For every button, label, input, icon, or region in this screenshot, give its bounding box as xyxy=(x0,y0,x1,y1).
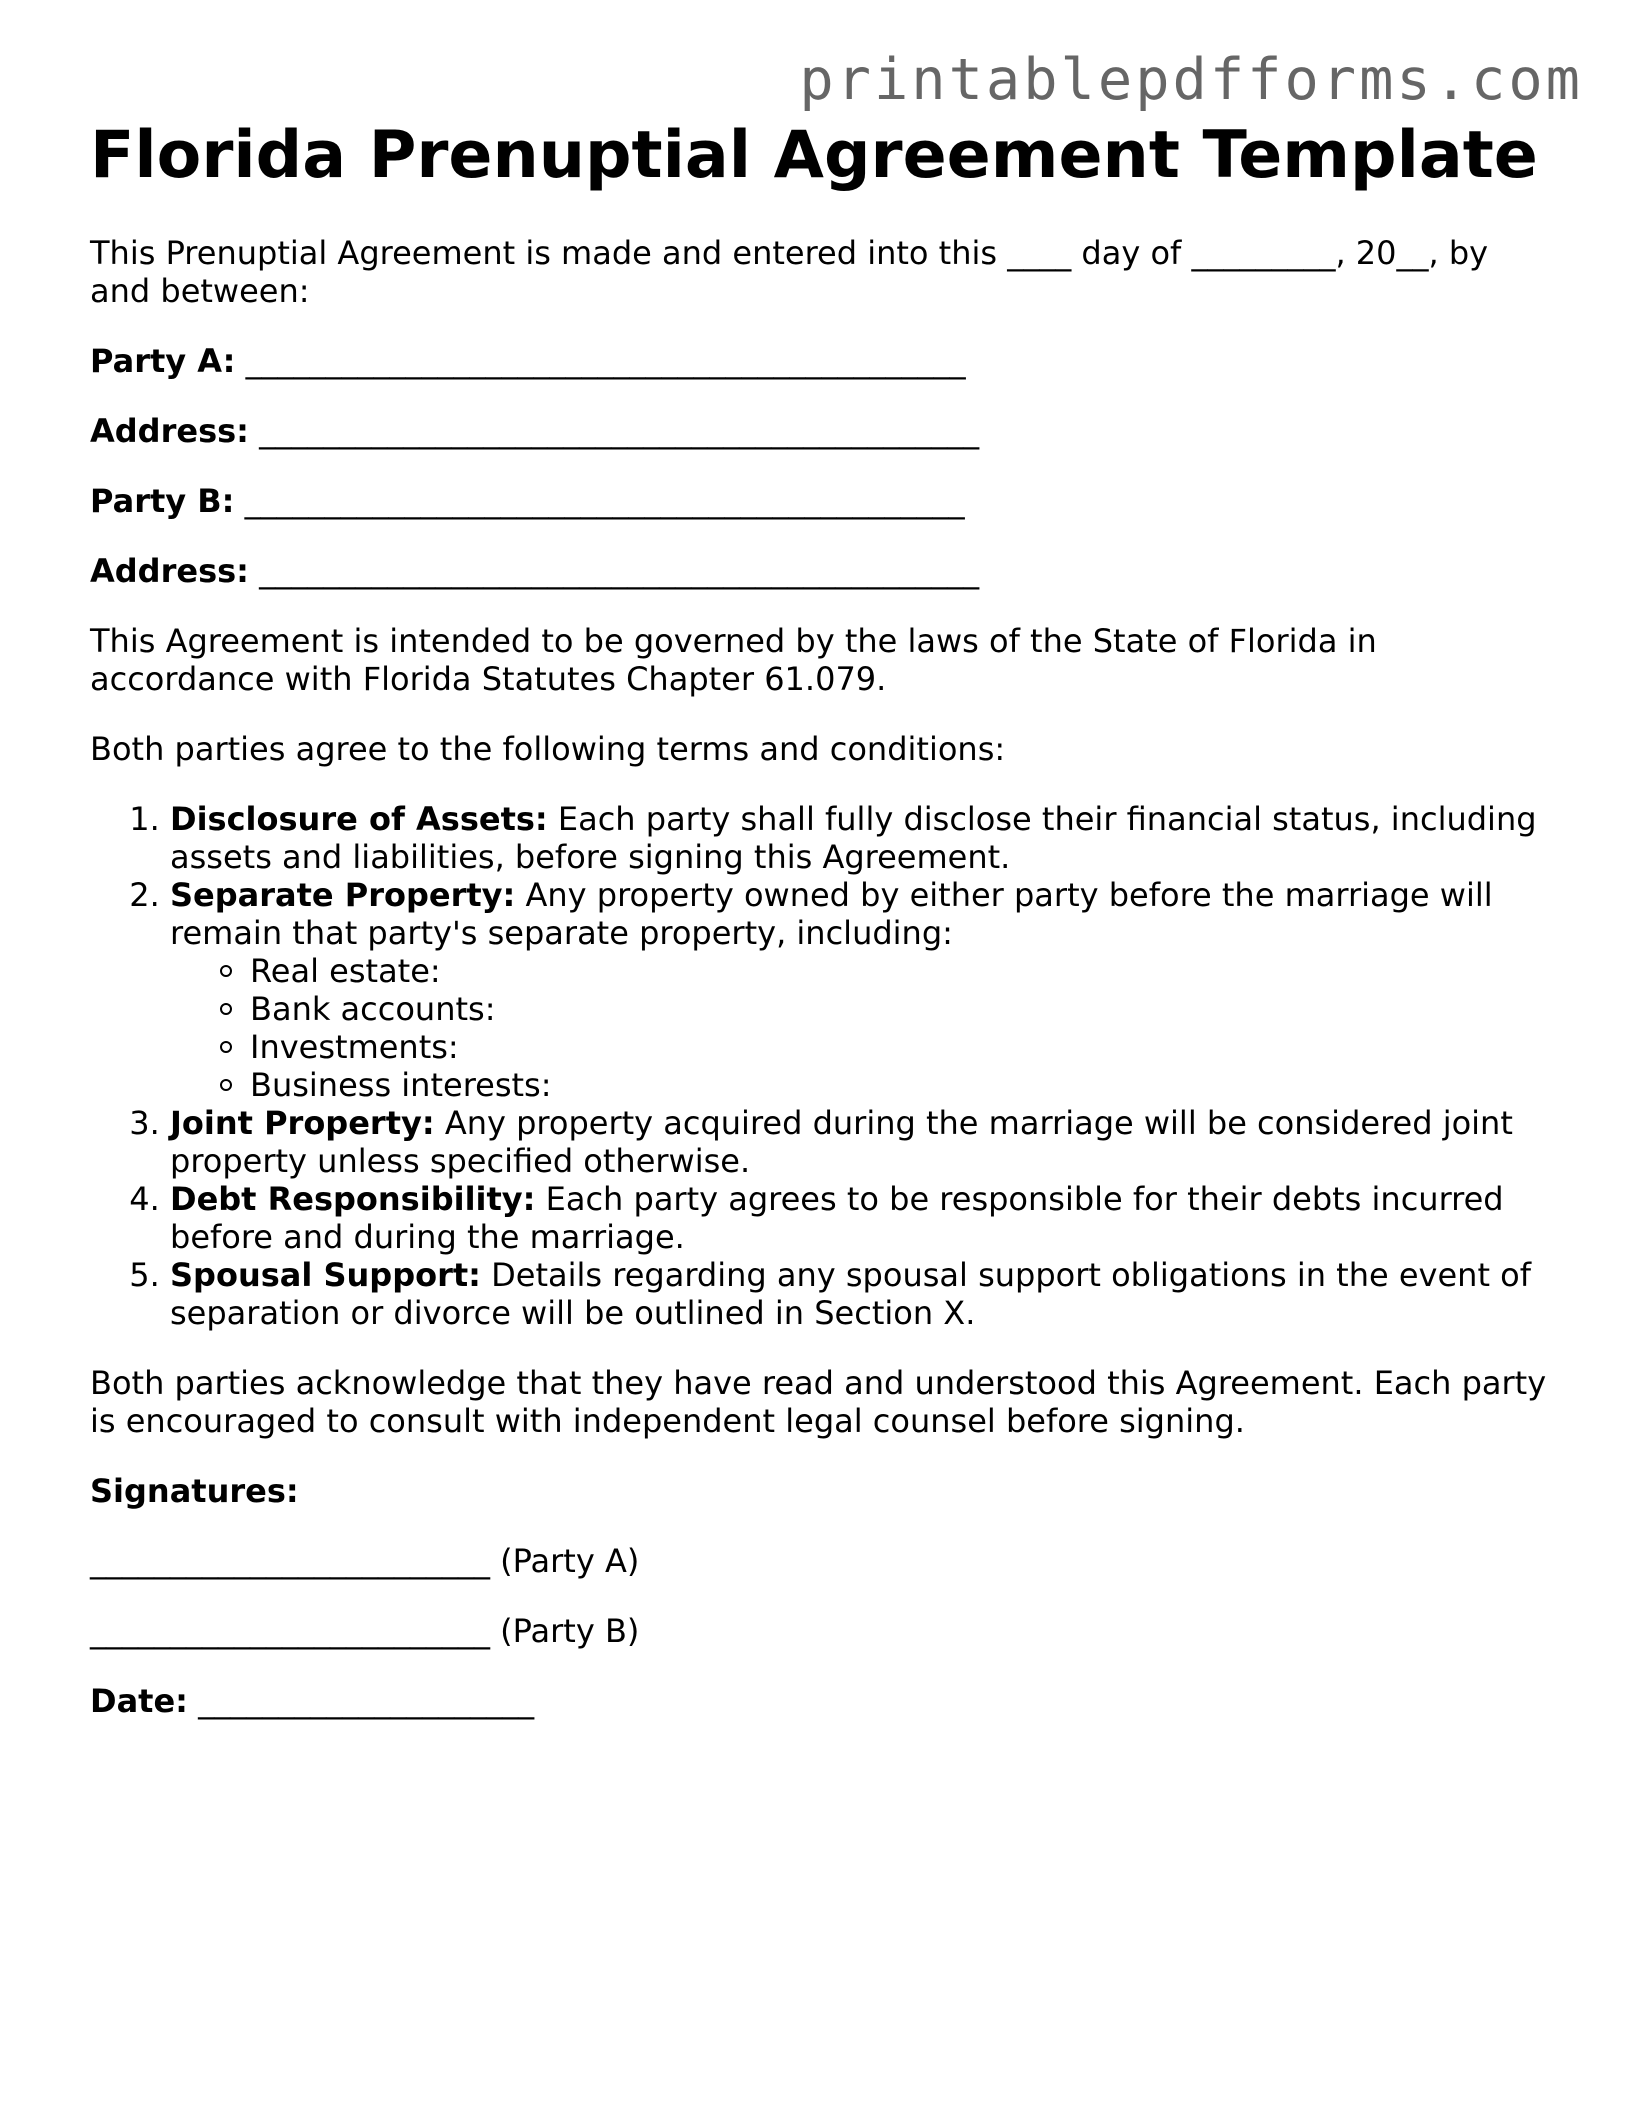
list-item-investments: Investments: xyxy=(250,1028,1555,1066)
term-debt-responsibility xyxy=(170,1180,1555,1256)
date-field xyxy=(90,1682,1555,1720)
party-a-address-blank: _____________________________________________ xyxy=(259,412,980,450)
party-a-address-field xyxy=(90,412,1555,450)
governing-law-paragraph: This Agreement is intended to be governed by the laws of the State of Florida in accordance with Florida Statutes Chapter 61.079. xyxy=(90,622,1377,698)
signature-line-party-a xyxy=(90,1542,1555,1580)
party-b-address-blank: _____________________________________________ xyxy=(259,552,980,590)
term-text: Each party shall fully disclose their financial status, including assets and liabilities, before signing this Agreement. xyxy=(170,800,1537,876)
term-text: Any property acquired during the marriage will be considered joint property unless specified otherwise. xyxy=(170,1104,1513,1180)
signature-blank: _________________________ xyxy=(90,1542,490,1580)
date-label: Date: xyxy=(90,1682,188,1720)
term-title: Spousal Support: xyxy=(170,1256,481,1294)
watermark-text: printablepdfforms.com xyxy=(799,47,1583,113)
party-b-field xyxy=(90,482,1555,520)
term-text: Details regarding any spousal support obligations in the event of separation or divorce will be outlined in Section X. xyxy=(170,1256,1532,1332)
list-item-real-estate: Real estate: xyxy=(250,952,1555,990)
terms-list xyxy=(90,800,1555,1332)
term-text: Each party agrees to be responsible for their debts incurred before and during the marriage. xyxy=(170,1180,1504,1256)
term-title: Debt Responsibility: xyxy=(170,1180,536,1218)
term-text: Any property owned by either party before the marriage will remain that party's separate property, including: xyxy=(170,876,1493,952)
acknowledgment-paragraph: Both parties acknowledge that they have read and understood this Agreement. Each party is encouraged to consult with independent legal counsel before signing. xyxy=(90,1364,1547,1440)
signatures-heading: Signatures: xyxy=(90,1472,299,1510)
separate-property-list xyxy=(170,952,1555,1104)
term-separate-property xyxy=(170,876,1555,1104)
term-title: Separate Property: xyxy=(170,876,516,914)
party-a-field xyxy=(90,342,1555,380)
date-blank: _____________________ xyxy=(198,1682,535,1720)
signature-role: (Party B) xyxy=(490,1612,640,1650)
term-title: Joint Property: xyxy=(170,1104,435,1142)
document-title: Florida Prenuptial Agreement Template xyxy=(90,118,1538,193)
document-page xyxy=(90,116,1555,1720)
term-disclosure-of-assets xyxy=(170,800,1555,876)
party-b-blank: _____________________________________________ xyxy=(244,482,965,520)
party-a-address-label: Address: xyxy=(90,412,249,450)
list-item-bank-accounts: Bank accounts: xyxy=(250,990,1555,1028)
party-b-label: Party B: xyxy=(90,482,235,520)
term-title: Disclosure of Assets: xyxy=(170,800,548,838)
signature-blank: _________________________ xyxy=(90,1612,490,1650)
party-b-address-label: Address: xyxy=(90,552,249,590)
list-item-business-interests: Business interests: xyxy=(250,1066,1555,1104)
party-a-blank: _____________________________________________ xyxy=(245,342,966,380)
terms-intro-paragraph: Both parties agree to the following terms and conditions: xyxy=(90,730,1006,768)
intro-paragraph: This Prenuptial Agreement is made and entered into this ____ day of _________, 20__, by and between: xyxy=(90,234,1489,310)
term-joint-property xyxy=(170,1104,1555,1180)
term-spousal-support xyxy=(170,1256,1555,1332)
signature-role: (Party A) xyxy=(490,1542,640,1580)
signature-line-party-b xyxy=(90,1612,1555,1650)
party-a-label: Party A: xyxy=(90,342,236,380)
party-b-address-field xyxy=(90,552,1555,590)
